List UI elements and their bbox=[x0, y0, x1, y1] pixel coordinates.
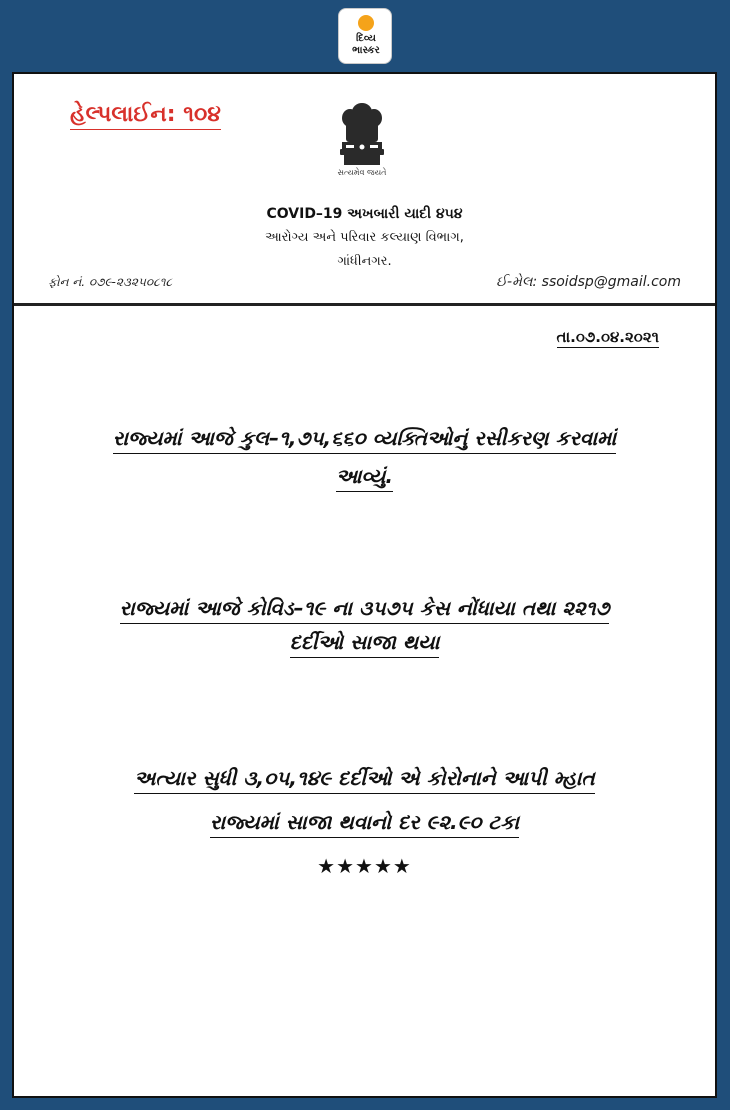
logo-text-line1: દિવ્ય bbox=[356, 33, 376, 44]
city-name: ગાંધીનગર. bbox=[337, 254, 392, 269]
headline-1-line-2-text: આવ્યું. bbox=[336, 464, 393, 492]
release-date: તા.૦૭.૦૪.૨૦૨૧ bbox=[556, 328, 659, 346]
headline-3-line-1 bbox=[14, 766, 715, 790]
headline-1-line-1 bbox=[14, 426, 715, 450]
headline-3-line-1-text: અત્યાર સુધી ૩,૦૫,૧૪૯ દર્દીઓ એ કોરોનાને આપી મ્હાત bbox=[134, 766, 594, 794]
header-divider bbox=[14, 303, 715, 306]
headline-2-line-2 bbox=[14, 630, 715, 654]
sun-icon bbox=[358, 15, 374, 31]
phone-number: ફોન નં. ૦૭૯-૨૩૨૫૦૮૧૮ bbox=[48, 275, 173, 289]
stars-separator: ★★★★★ bbox=[317, 854, 412, 878]
helpline-number: હેલ્પલાઈન: ૧૦૪ bbox=[70, 102, 221, 130]
emblem-motto: સત્યમેવ જયતે bbox=[337, 168, 387, 177]
headline-2-line-2-text: દર્દીઓ સાજા થયા bbox=[290, 630, 440, 658]
headline-1-line-1-text: રાજ્યમાં આજે કુલ–૧,૭૫,૬૬૦ વ્યક્તિઓનું રસીકરણ કરવામાં bbox=[113, 426, 616, 454]
press-release-document bbox=[12, 72, 717, 1098]
headline-1-line-2 bbox=[14, 464, 715, 488]
national-emblem-icon bbox=[332, 98, 392, 178]
email-address: ઈ-મેલ: ssoidsp@gmail.com bbox=[496, 274, 681, 290]
logo-text-line2: ભાસ્કર bbox=[352, 45, 380, 56]
headline-2-line-1 bbox=[14, 596, 715, 620]
headline-3-line-2-text: રાજ્યમાં સાજા થવાનો દર ૯૨.૯૦ ટકા bbox=[210, 810, 519, 838]
department-name: આરોગ્ય અને પરિવાર કલ્યાણ વિભાગ, bbox=[265, 230, 464, 245]
headline-3-line-2 bbox=[14, 810, 715, 834]
headline-2-line-1-text: રાજ્યમાં આજે કોવિડ–૧૯ ના ૩૫૭૫ કેસ નોંધાયા તથા ૨૨૧૭ bbox=[120, 596, 610, 624]
divya-bhaskar-logo bbox=[338, 8, 392, 64]
press-release-title: COVID–19 અખબારી યાદી ૪૫૪ bbox=[266, 206, 463, 222]
